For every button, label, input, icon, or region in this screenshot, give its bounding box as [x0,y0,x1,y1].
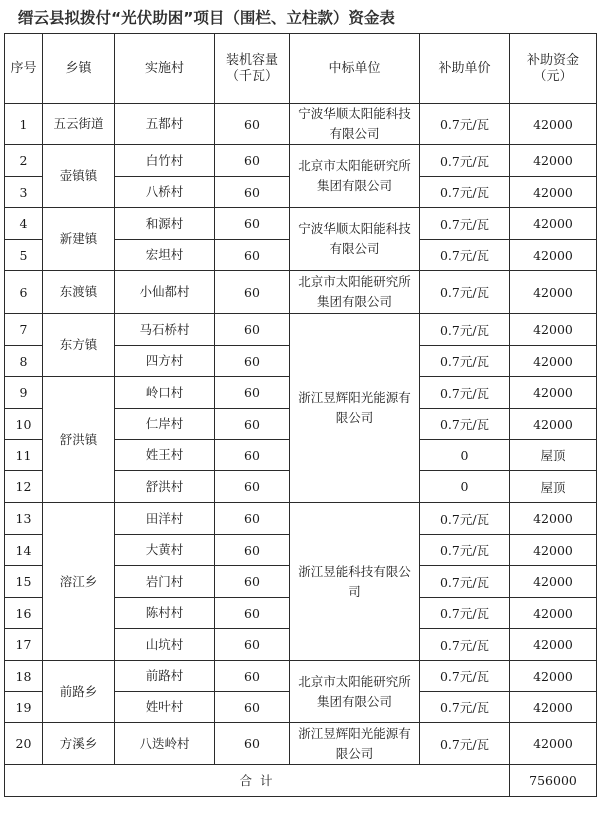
fund-cell: 42000 [510,409,597,440]
capacity-cell: 60 [215,377,290,409]
price-cell: 0.7元/瓦 [420,377,510,409]
header-seq: 序号 [5,34,43,104]
header-capacity: 装机容量（千瓦） [215,34,290,104]
seq-cell: 2 [5,145,43,177]
price-cell: 0.7元/瓦 [420,566,510,598]
capacity-cell: 60 [215,471,290,503]
seq-cell: 6 [5,271,43,314]
fund-cell: 屋顶 [510,471,597,503]
fund-cell: 42000 [510,177,597,208]
village-cell: 八迭岭村 [115,723,215,765]
bidder-cell: 北京市太阳能研究所集团有限公司 [290,661,420,723]
table-row [5,104,597,145]
table-row [5,271,597,314]
town-cell: 舒洪镇 [43,377,115,503]
fund-cell: 42000 [510,145,597,177]
header-bidder: 中标单位 [290,34,420,104]
capacity-cell: 60 [215,598,290,629]
village-cell: 和源村 [115,208,215,240]
capacity-cell: 60 [215,314,290,346]
table-row [5,661,597,692]
seq-cell: 4 [5,208,43,240]
seq-cell: 10 [5,409,43,440]
village-cell: 山坑村 [115,629,215,661]
price-cell: 0.7元/瓦 [420,240,510,271]
seq-cell: 5 [5,240,43,271]
fund-cell: 42000 [510,503,597,535]
fund-cell: 42000 [510,240,597,271]
table-row [5,314,597,346]
capacity-cell: 60 [215,440,290,471]
price-cell: 0.7元/瓦 [420,409,510,440]
price-cell: 0.7元/瓦 [420,208,510,240]
seq-cell: 12 [5,471,43,503]
capacity-cell: 60 [215,208,290,240]
total-value: 756000 [510,765,597,797]
fund-cell: 42000 [510,598,597,629]
price-cell: 0.7元/瓦 [420,271,510,314]
seq-cell: 20 [5,723,43,765]
price-cell: 0.7元/瓦 [420,629,510,661]
town-cell: 壶镇镇 [43,145,115,208]
header-town: 乡镇 [43,34,115,104]
fund-cell: 42000 [510,104,597,145]
village-cell: 白竹村 [115,145,215,177]
seq-cell: 11 [5,440,43,471]
price-cell: 0.7元/瓦 [420,692,510,723]
capacity-cell: 60 [215,692,290,723]
seq-cell: 8 [5,346,43,377]
fund-cell: 42000 [510,377,597,409]
town-cell: 前路乡 [43,661,115,723]
bidder-cell: 浙江昱能科技有限公司 [290,503,420,661]
total-label: 合 计 [5,765,510,797]
village-cell: 陈村村 [115,598,215,629]
total-row [5,765,597,797]
bidder-cell: 浙江昱辉阳光能源有限公司 [290,723,420,765]
table-row [5,503,597,535]
seq-cell: 3 [5,177,43,208]
capacity-cell: 60 [215,346,290,377]
header-village: 实施村 [115,34,215,104]
fund-cell: 42000 [510,723,597,765]
village-cell: 小仙都村 [115,271,215,314]
price-cell: 0.7元/瓦 [420,535,510,566]
village-cell: 前路村 [115,661,215,692]
fund-cell: 42000 [510,346,597,377]
price-cell: 0.7元/瓦 [420,145,510,177]
village-cell: 四方村 [115,346,215,377]
town-cell: 方溪乡 [43,723,115,765]
price-cell: 0 [420,440,510,471]
seq-cell: 1 [5,104,43,145]
seq-cell: 7 [5,314,43,346]
village-cell: 舒洪村 [115,471,215,503]
capacity-cell: 60 [215,535,290,566]
town-cell: 五云街道 [43,104,115,145]
table-row [5,208,597,240]
bidder-cell: 宁波华顺太阳能科技有限公司 [290,104,420,145]
village-cell: 八桥村 [115,177,215,208]
price-cell: 0.7元/瓦 [420,104,510,145]
fund-cell: 42000 [510,271,597,314]
village-cell: 五都村 [115,104,215,145]
bidder-cell: 宁波华顺太阳能科技有限公司 [290,208,420,271]
seq-cell: 18 [5,661,43,692]
village-cell: 宏坦村 [115,240,215,271]
seq-cell: 9 [5,377,43,409]
town-cell: 新建镇 [43,208,115,271]
bidder-cell: 北京市太阳能研究所集团有限公司 [290,145,420,208]
page-title: 缙云县拟拨付“光伏助困”项目（围栏、立柱款）资金表 [18,9,395,27]
price-cell: 0.7元/瓦 [420,598,510,629]
table-row [5,723,597,765]
header-row [5,34,597,104]
capacity-cell: 60 [215,503,290,535]
price-cell: 0.7元/瓦 [420,661,510,692]
fund-cell: 42000 [510,661,597,692]
capacity-cell: 60 [215,145,290,177]
price-cell: 0.7元/瓦 [420,177,510,208]
fund-cell: 42000 [510,629,597,661]
fund-cell: 屋顶 [510,440,597,471]
capacity-cell: 60 [215,409,290,440]
fund-cell: 42000 [510,208,597,240]
village-cell: 田洋村 [115,503,215,535]
capacity-cell: 60 [215,104,290,145]
header-fund: 补助资金（元） [510,34,597,104]
funding-table [4,33,597,797]
price-cell: 0.7元/瓦 [420,314,510,346]
seq-cell: 19 [5,692,43,723]
town-cell: 溶江乡 [43,503,115,661]
village-cell: 姓王村 [115,440,215,471]
village-cell: 大黄村 [115,535,215,566]
town-cell: 东方镇 [43,314,115,377]
table-row [5,145,597,177]
price-cell: 0 [420,471,510,503]
village-cell: 仁岸村 [115,409,215,440]
village-cell: 马石桥村 [115,314,215,346]
bidder-cell: 北京市太阳能研究所集团有限公司 [290,271,420,314]
capacity-cell: 60 [215,240,290,271]
capacity-cell: 60 [215,177,290,208]
capacity-cell: 60 [215,629,290,661]
bidder-cell: 浙江昱辉阳光能源有限公司 [290,314,420,503]
fund-cell: 42000 [510,535,597,566]
fund-cell: 42000 [510,566,597,598]
seq-cell: 14 [5,535,43,566]
village-cell: 姓叶村 [115,692,215,723]
seq-cell: 13 [5,503,43,535]
price-cell: 0.7元/瓦 [420,503,510,535]
price-cell: 0.7元/瓦 [420,723,510,765]
fund-cell: 42000 [510,692,597,723]
seq-cell: 15 [5,566,43,598]
seq-cell: 17 [5,629,43,661]
capacity-cell: 60 [215,566,290,598]
town-cell: 东渡镇 [43,271,115,314]
seq-cell: 16 [5,598,43,629]
capacity-cell: 60 [215,661,290,692]
capacity-cell: 60 [215,723,290,765]
capacity-cell: 60 [215,271,290,314]
price-cell: 0.7元/瓦 [420,346,510,377]
village-cell: 岩门村 [115,566,215,598]
header-price: 补助单价 [420,34,510,104]
fund-cell: 42000 [510,314,597,346]
village-cell: 岭口村 [115,377,215,409]
